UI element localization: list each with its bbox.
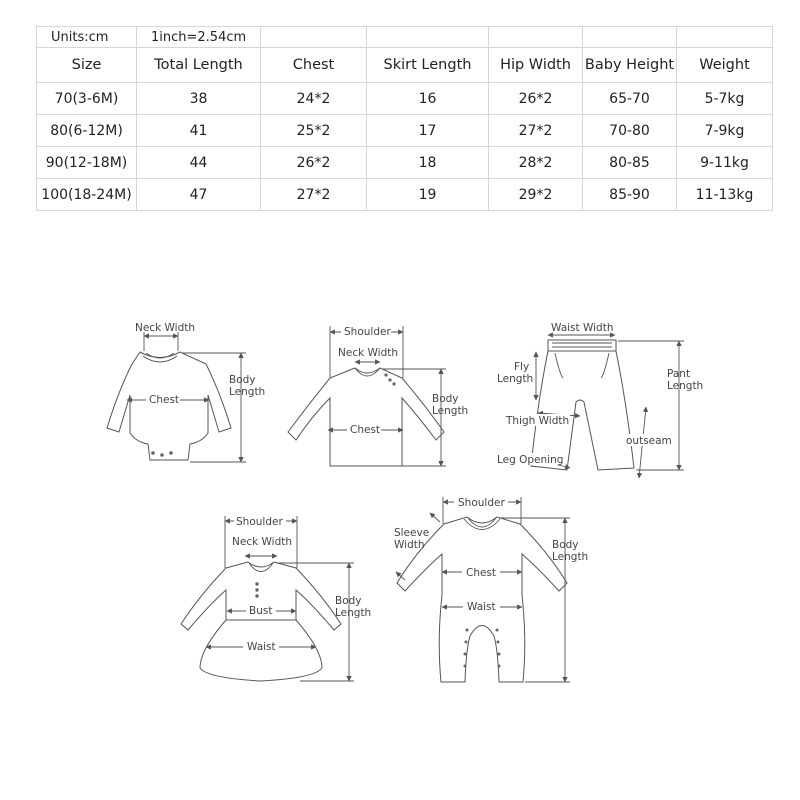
pants-waist-width-label: Waist Width xyxy=(551,322,614,334)
cell-weight: 11-13kg xyxy=(677,179,773,211)
cell-total-length: 41 xyxy=(137,115,261,147)
sweater-chest-label: Chest xyxy=(350,424,381,436)
cell-chest: 26*2 xyxy=(261,147,367,179)
bodysuit-body-length-label-2: Length xyxy=(229,386,266,398)
cell-total-length: 38 xyxy=(137,83,261,115)
pants-fly-length-label-2: Length xyxy=(497,373,534,385)
cell-total-length: 47 xyxy=(137,179,261,211)
cell-hip-width: 26*2 xyxy=(489,83,583,115)
cell-size: 80(6-12M) xyxy=(37,115,137,147)
header-weight: Weight xyxy=(677,48,773,83)
bodysuit-garment xyxy=(107,352,231,460)
cell-baby-height: 80-85 xyxy=(583,147,677,179)
sweater-body-length-label-2: Length xyxy=(432,405,469,417)
pants-fly-length-label-1: Fly xyxy=(514,361,530,373)
conversion-label: 1inch=2.54cm xyxy=(137,27,261,48)
bodysuit-chest-label: Chest xyxy=(149,394,180,406)
cell-baby-height: 65-70 xyxy=(583,83,677,115)
pants-pant-length-label-2: Length xyxy=(667,380,704,392)
cell-chest: 24*2 xyxy=(261,83,367,115)
header-chest: Chest xyxy=(261,48,367,83)
cell-hip-width: 28*2 xyxy=(489,147,583,179)
cell-skirt-length: 17 xyxy=(367,115,489,147)
sweater-body-length-label-1: Body xyxy=(432,393,459,405)
pants-leg-opening-label: Leg Opening xyxy=(497,454,564,466)
cell-size: 70(3-6M) xyxy=(37,83,137,115)
sweater-shoulder-label: Shoulder xyxy=(344,326,391,338)
header-total-length: Total Length xyxy=(137,48,261,83)
bodysuit-neck-width-label: Neck Width xyxy=(135,322,196,334)
pants-outseam-label: outseam xyxy=(626,435,672,447)
pants-diagram xyxy=(496,322,703,478)
units-label: Units:cm xyxy=(37,27,137,48)
cell-size: 100(18-24M) xyxy=(37,179,137,211)
cell-skirt-length: 19 xyxy=(367,179,489,211)
cell-skirt-length: 18 xyxy=(367,147,489,179)
cell-chest: 27*2 xyxy=(261,179,367,211)
cell-baby-height: 70-80 xyxy=(583,115,677,147)
header-baby-height: Baby Height xyxy=(583,48,677,83)
dress-shoulder-label: Shoulder xyxy=(236,516,283,528)
cell-hip-width: 29*2 xyxy=(489,179,583,211)
header-size: Size xyxy=(37,48,137,83)
bodysuit-body-length-label-1: Body xyxy=(229,374,256,386)
cell-weight: 9-11kg xyxy=(677,147,773,179)
pants-garment xyxy=(531,340,634,470)
dress-body-length-label-1: Body xyxy=(335,595,362,607)
romper-sleeve-width-label-2: Width xyxy=(394,539,425,551)
cell-weight: 5-7kg xyxy=(677,83,773,115)
cell-chest: 25*2 xyxy=(261,115,367,147)
dress-waist-label: Waist xyxy=(247,641,276,653)
romper-body-length-label-2: Length xyxy=(552,551,589,563)
sweater-diagram xyxy=(288,325,468,466)
dress-neck-width-label: Neck Width xyxy=(232,536,293,548)
romper-shoulder-label: Shoulder xyxy=(458,497,505,509)
cell-total-length: 44 xyxy=(137,147,261,179)
romper-body-length-label-1: Body xyxy=(552,539,579,551)
dress-body-length-label-2: Length xyxy=(335,607,372,619)
pants-thigh-width-label: Thigh Width xyxy=(506,415,570,427)
bodysuit-diagram xyxy=(107,322,265,462)
header-hip-width: Hip Width xyxy=(489,48,583,83)
romper-sleeve-width-label-1: Sleeve xyxy=(394,527,430,539)
romper-waist-label: Waist xyxy=(467,601,496,613)
cell-skirt-length: 16 xyxy=(367,83,489,115)
sweater-neck-width-label: Neck Width xyxy=(338,347,399,359)
cell-hip-width: 27*2 xyxy=(489,115,583,147)
dress-diagram xyxy=(181,515,371,681)
pants-pant-length-label-1: Pant xyxy=(667,368,691,380)
cell-size: 90(12-18M) xyxy=(37,147,137,179)
sweater-garment xyxy=(288,368,444,466)
dress-garment xyxy=(181,562,341,681)
cell-baby-height: 85-90 xyxy=(583,179,677,211)
cell-weight: 7-9kg xyxy=(677,115,773,147)
header-skirt-length: Skirt Length xyxy=(367,48,489,83)
romper-chest-label: Chest xyxy=(466,567,497,579)
dress-bust-label: Bust xyxy=(249,605,273,617)
romper-diagram xyxy=(394,496,588,682)
